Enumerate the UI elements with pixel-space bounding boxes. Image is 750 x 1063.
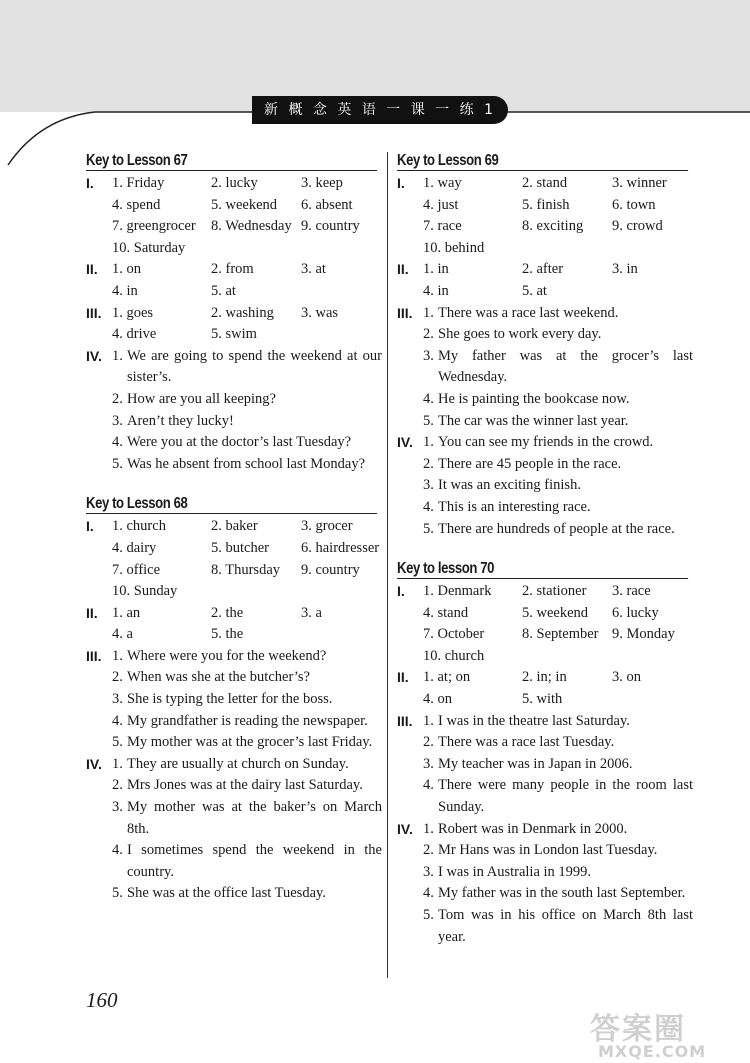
exercise-section <box>86 646 382 754</box>
sentence-text: She goes to work every day. <box>438 326 602 343</box>
right-column <box>397 152 693 968</box>
sentence-text: Were you at the doctor’s last Tuesday? <box>127 434 352 451</box>
left-column <box>86 152 382 925</box>
answer-item: 7. office <box>112 561 161 578</box>
answer-item: 1. church <box>112 518 166 535</box>
answer-sentence <box>423 711 693 733</box>
answer-item: 10. Sunday <box>112 583 178 600</box>
exercise-section <box>397 819 693 949</box>
answer-item: 2. baker <box>211 518 258 535</box>
answer-row <box>112 195 382 217</box>
answer-item: 6. absent <box>301 196 353 213</box>
answer-item: 8. Wednesday <box>211 218 292 235</box>
sentence-number: 2. <box>423 842 434 859</box>
sentence-number: 4. <box>423 390 434 407</box>
answer-item: 4. in <box>423 282 449 299</box>
exercise-section <box>397 173 693 259</box>
exercise-section <box>397 259 693 302</box>
answer-item: 5. butcher <box>211 539 269 556</box>
exercise-numeral: IV. <box>86 347 102 364</box>
answer-sentence <box>112 689 382 711</box>
answer-item: 9. country <box>301 218 360 235</box>
sentence-text: There was a race last weekend. <box>438 304 619 321</box>
sentence-text: My grandfather is reading the newspaper. <box>127 712 368 729</box>
watermark-logo: 答案圈 <box>590 1012 686 1047</box>
sentence-text: My mother was at the baker’s on March 8th. <box>127 799 382 837</box>
answer-sentence <box>423 519 693 541</box>
sentence-text: Mr Hans was in London last Tuesday. <box>438 842 658 859</box>
sentence-text: My father was at the grocer’s last Wednesday. <box>438 347 693 386</box>
answer-row <box>423 667 693 689</box>
answer-item: 2. washing <box>211 304 274 321</box>
sentence-text: When was she at the butcher’s? <box>127 669 310 686</box>
answer-item: 10. church <box>423 647 485 664</box>
lesson-block <box>397 152 693 540</box>
answer-sentence <box>423 303 693 325</box>
sentence-number: 3. <box>112 412 123 429</box>
sentence-number: 3. <box>423 477 434 494</box>
sentence-number: 5. <box>423 520 434 537</box>
sentence-number: 1. <box>423 434 434 451</box>
answer-sentence <box>112 432 382 454</box>
answer-sentence <box>423 324 693 346</box>
exercise-answers <box>112 173 382 259</box>
exercise-numeral: I. <box>86 175 94 191</box>
answer-item: 1. in <box>423 261 449 278</box>
sentence-number: 5. <box>112 734 123 751</box>
answer-sentence <box>423 475 693 497</box>
sentence-text: Tom was in his office on March 8th last year. <box>438 907 693 945</box>
answer-item: 2. in; in <box>522 669 567 686</box>
answer-sentence <box>112 711 382 733</box>
lesson-title: Key to lesson 70 <box>397 560 688 579</box>
answer-item: 5. weekend <box>522 604 589 621</box>
sentence-text: I was in Australia in 1999. <box>438 863 592 880</box>
answer-item: 2. the <box>211 604 244 621</box>
sentence-text: I sometimes spend the weekend in the country. <box>127 842 382 880</box>
answer-sentence <box>423 497 693 519</box>
sentence-text: He is painting the bookcase now. <box>438 390 630 407</box>
exercise-answers <box>423 432 693 540</box>
answer-item: 4. on <box>423 691 452 708</box>
sentence-text: She is typing the letter for the boss. <box>127 691 333 708</box>
answer-item: 7. greengrocer <box>112 218 196 235</box>
answer-item: 3. at <box>301 261 326 278</box>
sentence-text: Robert was in Denmark in 2000. <box>438 820 628 837</box>
sentence-number: 1. <box>423 304 434 321</box>
exercise-answers <box>112 303 382 346</box>
sentence-number: 2. <box>112 669 123 686</box>
answer-item: 5. the <box>211 626 244 643</box>
answer-sentence <box>112 646 382 668</box>
sentence-number: 1. <box>423 820 434 837</box>
answer-item: 4. in <box>112 282 138 299</box>
answer-row <box>112 538 382 560</box>
answer-item: 10. behind <box>423 239 485 256</box>
answer-item: 3. winner <box>612 175 667 191</box>
exercise-numeral: II. <box>86 261 98 278</box>
sentence-number: 5. <box>423 907 434 923</box>
answer-sentence <box>112 389 382 411</box>
answer-item: 3. in <box>612 261 638 278</box>
answer-item: 2. from <box>211 261 254 278</box>
exercise-numeral: II. <box>397 669 409 686</box>
sentence-number: 5. <box>112 455 123 472</box>
lesson-title: Key to Lesson 68 <box>86 495 377 514</box>
exercise-answers <box>423 259 693 302</box>
sentence-text: Where were you for the weekend? <box>127 647 327 664</box>
exercise-numeral: III. <box>397 304 413 321</box>
answer-item: 5. weekend <box>211 196 278 213</box>
answer-item: 3. race <box>612 583 651 600</box>
exercise-answers <box>112 603 382 646</box>
exercise-numeral: IV. <box>397 434 413 451</box>
answer-item: 3. was <box>301 304 339 321</box>
sentence-number: 4. <box>423 885 434 902</box>
answer-item: 9. crowd <box>612 218 663 235</box>
exercise-answers <box>112 646 382 754</box>
sentence-number: 5. <box>423 412 434 429</box>
answer-sentence <box>423 732 693 754</box>
sentence-text: I was in the theatre last Saturday. <box>438 712 630 729</box>
answer-item: 3. a <box>301 604 322 621</box>
answer-sentence <box>423 389 693 411</box>
exercise-section <box>86 173 382 259</box>
exercise-answers <box>112 346 382 476</box>
answer-item: 3. on <box>612 669 641 686</box>
answer-item: 5. with <box>522 691 563 708</box>
exercise-numeral: I. <box>397 583 405 600</box>
answer-item: 1. on <box>112 261 141 278</box>
exercise-section <box>86 754 382 905</box>
answer-item: 7. race <box>423 218 462 235</box>
answer-item: 4. stand <box>423 604 469 621</box>
answer-sentence <box>112 754 382 776</box>
answer-item: 2. stand <box>522 175 568 191</box>
answer-sentence <box>423 432 693 454</box>
answer-sentence <box>423 883 693 905</box>
sentence-number: 3. <box>423 347 434 364</box>
exercise-answers <box>423 667 693 710</box>
lesson-title: Key to Lesson 67 <box>86 152 377 171</box>
exercise-numeral: II. <box>86 604 98 621</box>
sentence-number: 4. <box>112 434 123 451</box>
sentence-text: My teacher was in Japan in 2006. <box>438 755 633 772</box>
column-divider <box>387 152 388 978</box>
answer-sentence <box>112 840 382 883</box>
answer-item: 4. drive <box>112 326 157 343</box>
answer-row <box>423 624 693 646</box>
sentence-text: There was a race last Tuesday. <box>438 734 615 751</box>
answer-item: 2. after <box>522 261 564 278</box>
sentence-text: Aren’t they lucky! <box>127 412 234 429</box>
answer-sentence <box>112 346 382 389</box>
sentence-number: 3. <box>423 863 434 880</box>
exercise-answers <box>423 581 693 667</box>
answer-sentence <box>423 840 693 862</box>
answer-sentence <box>423 819 693 841</box>
sentence-number: 5. <box>112 885 123 902</box>
answer-item: 6. lucky <box>612 604 659 621</box>
answer-row <box>112 516 382 538</box>
lesson-block <box>86 152 382 475</box>
sentence-text: She was at the office last Tuesday. <box>127 885 326 902</box>
sentence-number: 1. <box>112 647 123 664</box>
exercise-numeral: II. <box>397 261 409 278</box>
answer-item: 9. Monday <box>612 626 675 643</box>
answer-row <box>112 603 382 625</box>
sentence-number: 2. <box>423 455 434 472</box>
sentence-number: 2. <box>423 326 434 343</box>
sentence-number: 1. <box>112 755 123 772</box>
answer-sentence <box>112 667 382 689</box>
answer-item: 8. Thursday <box>211 561 281 578</box>
exercise-answers <box>423 303 693 433</box>
sentence-number: 1. <box>423 712 434 729</box>
answer-item: 3. keep <box>301 175 343 191</box>
exercise-section <box>86 346 382 476</box>
answer-sentence <box>112 454 382 476</box>
answer-item: 9. country <box>301 561 360 578</box>
answer-item: 6. hairdresser <box>301 539 380 556</box>
sentence-number: 4. <box>423 777 434 794</box>
answer-item: 7. October <box>423 626 485 643</box>
answer-row <box>423 259 693 281</box>
answer-row <box>112 259 382 281</box>
answer-item: 5. at <box>211 282 236 299</box>
lesson-block <box>86 495 382 905</box>
answer-row <box>423 281 693 303</box>
sentence-number: 2. <box>112 777 123 794</box>
answer-row <box>112 324 382 346</box>
answer-row <box>112 173 382 195</box>
sentence-text: You can see my friends in the crowd. <box>438 434 654 451</box>
answer-item: 5. at <box>522 282 547 299</box>
answer-row <box>112 238 382 260</box>
answer-sentence <box>423 905 693 948</box>
answer-item: 5. finish <box>522 196 570 213</box>
answer-item: 1. at; on <box>423 669 471 686</box>
answer-sentence <box>423 454 693 476</box>
exercise-section <box>397 711 693 819</box>
answer-sentence <box>423 346 693 389</box>
lesson-title: Key to Lesson 69 <box>397 152 688 171</box>
answer-item: 2. lucky <box>211 175 258 191</box>
answer-item: 1. an <box>112 604 141 621</box>
answer-item: 2. stationer <box>522 583 587 600</box>
answer-row <box>423 238 693 260</box>
answer-sentence <box>112 411 382 433</box>
answer-row <box>112 624 382 646</box>
answer-item: 10. Saturday <box>112 239 186 256</box>
header-curve <box>0 0 750 170</box>
exercise-answers <box>112 259 382 302</box>
answer-row <box>423 581 693 603</box>
watermark-url: MXQE.COM <box>598 1042 707 1061</box>
answer-sentence <box>112 775 382 797</box>
book-title-banner: 新 概 念 英 语 一 课 一 练 1 <box>252 96 508 124</box>
sentence-number: 4. <box>112 842 123 859</box>
exercise-numeral: IV. <box>397 820 413 837</box>
sentence-text: Mrs Jones was at the dairy last Saturday. <box>127 777 363 794</box>
sentence-number: 2. <box>112 390 123 407</box>
exercise-section <box>397 432 693 540</box>
answer-row <box>423 689 693 711</box>
answer-item: 4. just <box>423 196 459 213</box>
exercise-section <box>86 516 382 602</box>
answer-row <box>112 216 382 238</box>
answer-row <box>112 581 382 603</box>
answer-item: 6. town <box>612 196 656 213</box>
exercise-section <box>397 581 693 667</box>
answer-item: 1. Friday <box>112 175 165 191</box>
exercise-section <box>86 303 382 346</box>
sentence-text: We are going to spend the weekend at our sister’s. <box>127 347 382 386</box>
answer-sentence <box>423 411 693 433</box>
sentence-number: 3. <box>112 799 123 816</box>
exercise-answers <box>423 819 693 949</box>
exercise-numeral: III. <box>86 647 102 664</box>
sentence-number: 3. <box>423 755 434 772</box>
exercise-numeral: III. <box>86 304 102 321</box>
exercise-section <box>86 603 382 646</box>
answer-item: 1. Denmark <box>423 583 492 600</box>
answer-row <box>112 560 382 582</box>
answer-item: 1. goes <box>112 304 154 321</box>
exercise-section <box>86 259 382 302</box>
answer-sentence <box>423 754 693 776</box>
exercise-numeral: I. <box>397 175 405 191</box>
sentence-text: Was he absent from school last Monday? <box>127 455 366 472</box>
exercise-numeral: III. <box>397 712 413 729</box>
answer-item: 4. spend <box>112 196 161 213</box>
exercise-numeral: IV. <box>86 755 102 772</box>
answer-row <box>423 646 693 668</box>
answer-row <box>423 603 693 625</box>
answer-item: 8. exciting <box>522 218 584 235</box>
sentence-text: My father was in the south last September. <box>438 885 686 902</box>
answer-sentence <box>423 862 693 884</box>
answer-row <box>112 281 382 303</box>
answer-item: 4. a <box>112 626 133 643</box>
answer-row <box>423 195 693 217</box>
answer-row <box>423 173 693 195</box>
page-number: 160 <box>86 988 118 1012</box>
sentence-text: My mother was at the grocer’s last Friday. <box>127 734 373 751</box>
answer-sentence <box>423 775 693 818</box>
sentence-text: How are you all keeping? <box>127 390 276 407</box>
answer-sentence <box>112 732 382 754</box>
answer-item: 1. way <box>423 175 462 191</box>
exercise-numeral: I. <box>86 518 94 535</box>
sentence-text: This is an interesting race. <box>438 498 591 515</box>
sentence-text: There are hundreds of people at the race. <box>438 520 675 537</box>
exercise-answers <box>112 754 382 905</box>
answer-row <box>112 303 382 325</box>
answer-item: 4. dairy <box>112 539 157 556</box>
sentence-text: The car was the winner last year. <box>438 412 629 429</box>
sentence-number: 1. <box>112 347 123 364</box>
answer-item: 5. swim <box>211 326 257 343</box>
exercise-answers <box>423 711 693 819</box>
sentence-text: There were many people in the room last Sunday. <box>438 777 693 816</box>
exercise-section <box>397 303 693 433</box>
answer-sentence <box>112 883 382 905</box>
exercise-answers <box>423 173 693 259</box>
sentence-number: 3. <box>112 691 123 708</box>
sentence-text: There are 45 people in the race. <box>438 455 622 472</box>
lesson-block <box>397 560 693 948</box>
answer-item: 8. September <box>522 626 599 643</box>
exercise-section <box>397 667 693 710</box>
sentence-text: They are usually at church on Sunday. <box>127 755 349 772</box>
exercise-answers <box>112 516 382 602</box>
answer-sentence <box>112 797 382 840</box>
answer-item: 3. grocer <box>301 518 353 535</box>
sentence-number: 4. <box>112 712 123 729</box>
answer-row <box>423 216 693 238</box>
sentence-number: 4. <box>423 498 434 515</box>
sentence-number: 2. <box>423 734 434 751</box>
sentence-text: It was an exciting finish. <box>438 477 581 494</box>
